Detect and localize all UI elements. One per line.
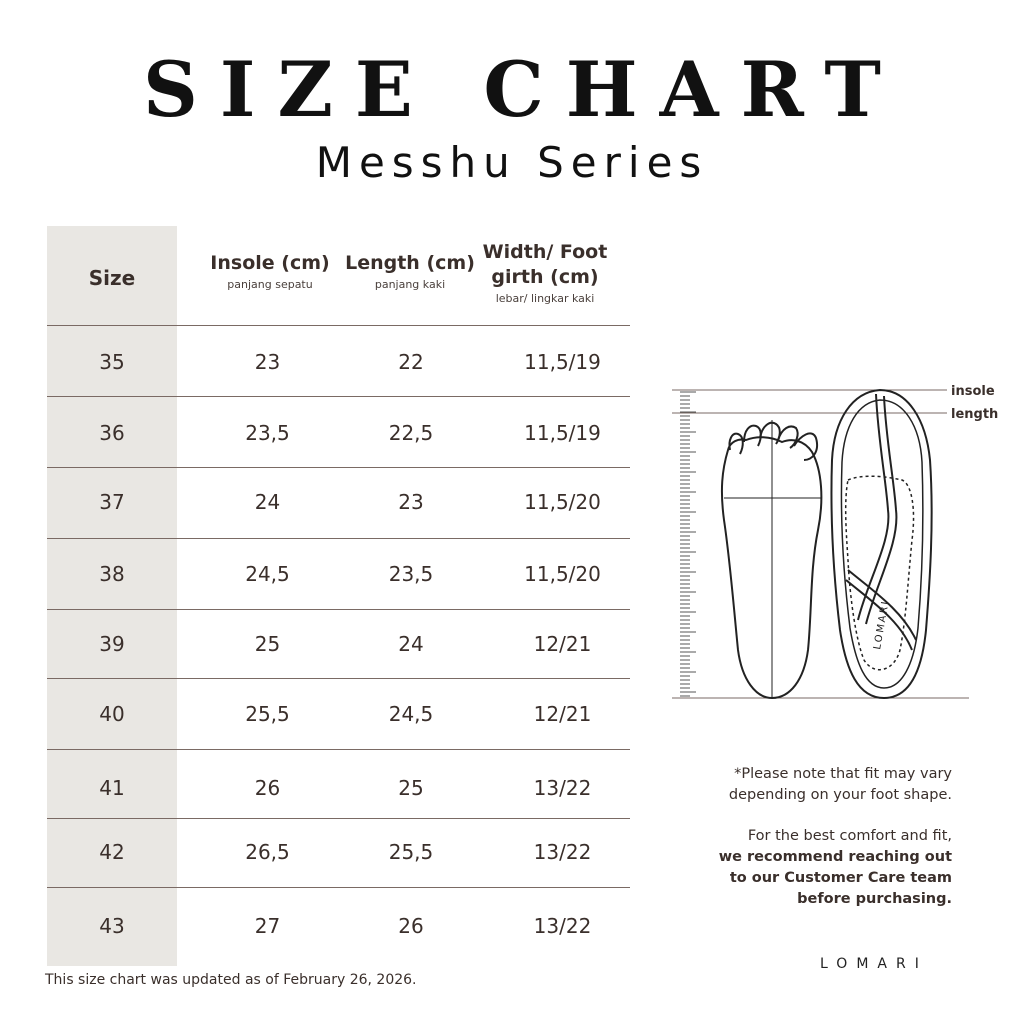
cell-insole: 24 bbox=[254, 490, 281, 514]
row-divider bbox=[47, 538, 630, 539]
row-divider bbox=[47, 678, 630, 679]
cell-size: 40 bbox=[99, 702, 125, 726]
cell-width: 13/22 bbox=[533, 914, 592, 938]
page-title: SIZE CHART bbox=[143, 45, 903, 134]
row-divider bbox=[47, 887, 630, 888]
note-line-4: we recommend reaching out bbox=[718, 849, 952, 865]
cell-width: 11,5/19 bbox=[524, 421, 601, 445]
header-insole: Insole (cm) panjang sepatu bbox=[210, 252, 330, 291]
cell-width: 11,5/19 bbox=[524, 350, 601, 374]
cell-width: 12/21 bbox=[533, 702, 592, 726]
cell-length: 24,5 bbox=[388, 702, 434, 726]
shoe-icon bbox=[831, 390, 931, 698]
cell-width: 13/22 bbox=[533, 776, 592, 800]
header-size: Size bbox=[88, 266, 136, 290]
cell-length: 25,5 bbox=[388, 840, 434, 864]
cell-insole: 25 bbox=[254, 632, 281, 656]
header-width: Width/ Foot girth (cm) lebar/ lingkar kaki bbox=[482, 241, 608, 305]
cell-length: 23 bbox=[398, 490, 424, 514]
foot-icon bbox=[722, 420, 822, 698]
cell-size: 41 bbox=[99, 776, 125, 800]
cell-width: 12/21 bbox=[533, 632, 592, 656]
cell-insole: 23 bbox=[254, 350, 281, 374]
header-length: Length (cm) panjang kaki bbox=[345, 252, 475, 291]
cell-insole: 25,5 bbox=[245, 702, 290, 726]
cell-insole: 24,5 bbox=[245, 562, 290, 586]
fit-note bbox=[729, 764, 952, 806]
row-divider bbox=[47, 609, 630, 610]
insole-label: insole bbox=[951, 384, 995, 399]
row-divider bbox=[47, 396, 630, 397]
note-line-2: depending on your foot shape. bbox=[728, 787, 952, 803]
cell-insole: 23,5 bbox=[245, 421, 290, 445]
cell-length: 26 bbox=[398, 914, 424, 938]
cell-size: 43 bbox=[99, 914, 125, 938]
cell-length: 22,5 bbox=[388, 421, 434, 445]
row-divider bbox=[47, 325, 630, 326]
cell-size: 35 bbox=[99, 350, 125, 374]
brand-logo: LOMARI bbox=[820, 956, 928, 972]
length-label: length bbox=[951, 407, 999, 422]
cell-length: 23,5 bbox=[388, 562, 434, 586]
shoe-brand-label: LOMARI bbox=[872, 598, 892, 651]
note-line-5: to our Customer Care team bbox=[729, 870, 952, 886]
cell-size: 36 bbox=[99, 421, 125, 445]
note-line-1: *Please note that fit may vary bbox=[734, 766, 952, 782]
row-divider bbox=[47, 818, 630, 819]
cell-length: 25 bbox=[398, 776, 424, 800]
cell-width: 11,5/20 bbox=[524, 562, 601, 586]
cell-length: 24 bbox=[398, 632, 424, 656]
note-line-6: before purchasing. bbox=[797, 891, 952, 907]
cell-insole: 27 bbox=[254, 914, 281, 938]
ruler-icon bbox=[680, 392, 696, 696]
cell-insole: 26,5 bbox=[245, 840, 290, 864]
cell-size: 37 bbox=[99, 490, 125, 514]
cell-insole: 26 bbox=[254, 776, 281, 800]
cell-width: 11,5/20 bbox=[524, 490, 601, 514]
cell-width: 13/22 bbox=[533, 840, 592, 864]
cell-size: 42 bbox=[99, 840, 125, 864]
note-line-3: For the best comfort and fit, bbox=[747, 828, 952, 844]
cell-size: 38 bbox=[99, 562, 125, 586]
row-divider bbox=[47, 467, 630, 468]
cell-size: 39 bbox=[99, 632, 125, 656]
updated-footnote: This size chart was updated as of February 26, 2026. bbox=[45, 972, 417, 988]
page-subtitle: Messhu Series bbox=[315, 138, 709, 187]
row-divider bbox=[47, 749, 630, 750]
foot-shoe-diagram bbox=[672, 380, 1002, 710]
cell-length: 22 bbox=[398, 350, 424, 374]
care-note bbox=[719, 826, 952, 910]
